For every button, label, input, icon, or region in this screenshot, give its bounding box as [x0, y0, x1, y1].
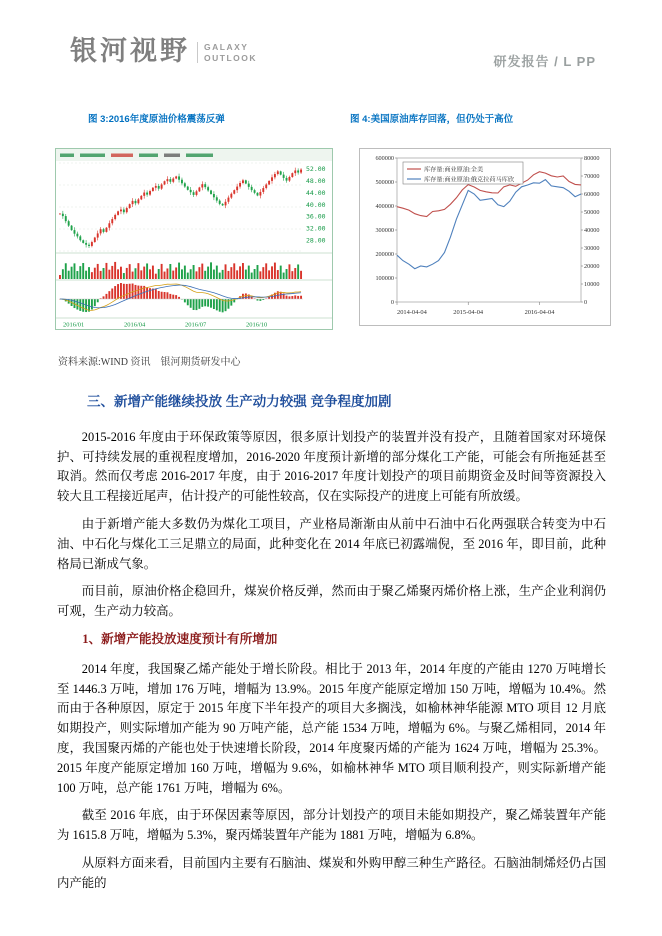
svg-text:100000: 100000: [375, 275, 394, 282]
subsection-heading: 1、新增产能投放速度预计有所增加: [82, 631, 278, 646]
page-header: [70, 38, 596, 70]
paragraph-4: 2014 年度，我国聚乙烯产能处于增长阶段。相比于 2013 年，2014 年度的产能由 1270 万吨增长至 1446.3 万吨，增加 176 万吨，增幅为 13.9%。2015 年度产能原定增加 150 万吨，增幅为 10.4%。然而由于各种原因，原定于 2015 年度下半年投产的项目大多搁浅，如榆林神华能源 MTO 项目 12 月底如期投产，则实际增加产能为 90 万吨产能，总产能 1534 万吨，增幅为 6%。与聚乙烯相同，2014 年度，我国聚丙烯的产能也处于快速增长阶段，2014 年度聚丙烯的产能为 1624 万吨，增幅为 25.3%。2015 年度产能原定增加 160 万吨，增幅为 9.6%，如榆林神华 MTO 项目顺利投产，则实际新增产能 100 万吨，总产能 1761 万吨，增幅为 6%。: [57, 661, 606, 795]
paragraph-5: 截至 2016 年底，由于环保因素等原因，部分计划投产的项目未能如期投产，聚乙烯装置年产能为 1615.8 万吨，增幅为 5.3%，聚丙烯装置年产能为 1881 万吨，增幅为 6.8%。: [57, 808, 606, 843]
logo-en-line2: OUTLOOK: [204, 52, 257, 63]
paragraph-1: 2015-2016 年度由于环保政策等原因，很多原计划投产的装置并没有投产，且随着国家对环境保护、可持续发展的重视程度增加，2016-2020 年度预计新增的部分煤化工产能，可能会有所拖延甚至取消。然而仅考虑 2016-2017 年度，由于 2016-2017 年度计划投产的项目前期资金及时间等资源投入较大且工程接近尾声，估计投产的可能性较高，仅在实际投产的进度上可能有所放缓。: [57, 429, 606, 504]
figure3-caption: 图 3:2016年度原油价格震荡反弹: [88, 114, 225, 125]
svg-text:30000: 30000: [584, 245, 600, 252]
svg-text:500000: 500000: [375, 179, 394, 186]
svg-text:70000: 70000: [584, 173, 600, 180]
svg-text:0: 0: [390, 299, 394, 306]
report-type-label: 研发报告 / L PP: [493, 54, 596, 69]
svg-text:50000: 50000: [584, 209, 600, 216]
svg-text:2016/04: 2016/04: [124, 321, 146, 329]
figures-row: [55, 148, 611, 330]
svg-text:0: 0: [584, 299, 588, 306]
svg-text:60000: 60000: [584, 191, 600, 198]
svg-text:32.00: 32.00: [306, 224, 326, 233]
svg-text:40000: 40000: [584, 227, 600, 234]
svg-text:2014-04-04: 2014-04-04: [397, 309, 427, 316]
figure3-candlestick-chart: [55, 148, 333, 330]
logo-en-line1: GALAXY: [204, 42, 249, 52]
svg-text:库存量:商业原油:全美: 库存量:商业原油:全美: [424, 166, 484, 174]
section-heading: 三、新增产能继续投放 生产动力较强 竞争程度加剧: [87, 394, 392, 409]
svg-text:48.00: 48.00: [306, 176, 326, 185]
paragraph-2: 由于新增产能大多数仍为煤化工项目，产业格局渐渐由从前中石油中石化两强联合转变为中石油、中石化与煤化工三足鼎立的局面，此种变化在 2014 年底已初露端倪，至 2016 年，即目前，此种格局已渐成气象。: [57, 516, 606, 571]
svg-text:2015-04-04: 2015-04-04: [453, 309, 484, 316]
figure4-inventory-chart: [359, 148, 611, 330]
svg-text:20000: 20000: [584, 263, 600, 270]
svg-text:2016-04-04: 2016-04-04: [524, 309, 555, 316]
svg-text:库存量:商业原油:俄克拉荷马库欣: 库存量:商业原油:俄克拉荷马库欣: [424, 176, 515, 184]
svg-text:2016/10: 2016/10: [246, 321, 268, 329]
logo-english-text: [197, 42, 257, 63]
svg-text:44.00: 44.00: [306, 188, 326, 197]
svg-text:28.00: 28.00: [306, 236, 326, 245]
svg-text:80000: 80000: [584, 155, 600, 162]
svg-text:2016/07: 2016/07: [185, 321, 207, 329]
paragraph-6: 从原料方面来看，目前国内主要有石脑油、煤炭和外购甲醇三种生产路径。石脑油制烯烃仍占国内产能的: [57, 855, 606, 890]
crude-inventory-line-svg: [359, 148, 611, 326]
report-body: [57, 392, 606, 902]
svg-text:2016/01: 2016/01: [63, 321, 85, 329]
svg-text:10000: 10000: [584, 281, 600, 288]
galaxy-logo: [70, 38, 257, 65]
svg-text:40.00: 40.00: [306, 200, 326, 209]
svg-text:200000: 200000: [375, 251, 394, 258]
svg-text:36.00: 36.00: [306, 212, 326, 221]
svg-text:300000: 300000: [375, 227, 394, 234]
data-source-note: 资料来源:WIND 资讯 银河期货研发中心: [58, 357, 241, 368]
svg-text:52.00: 52.00: [306, 164, 326, 173]
oil-price-candlestick-svg: [55, 148, 333, 330]
paragraph-3: 而目前，原油价格企稳回升，煤炭价格反弹，然而由于聚乙烯聚丙烯价格上涨，生产企业利润仍可观，生产动力较高。: [57, 584, 606, 619]
figure4-caption: 图 4:美国原油库存回落，但仍处于高位: [350, 114, 514, 125]
svg-text:600000: 600000: [375, 155, 394, 162]
logo-chinese-text: 银河视野: [70, 36, 190, 66]
svg-text:400000: 400000: [375, 203, 394, 210]
